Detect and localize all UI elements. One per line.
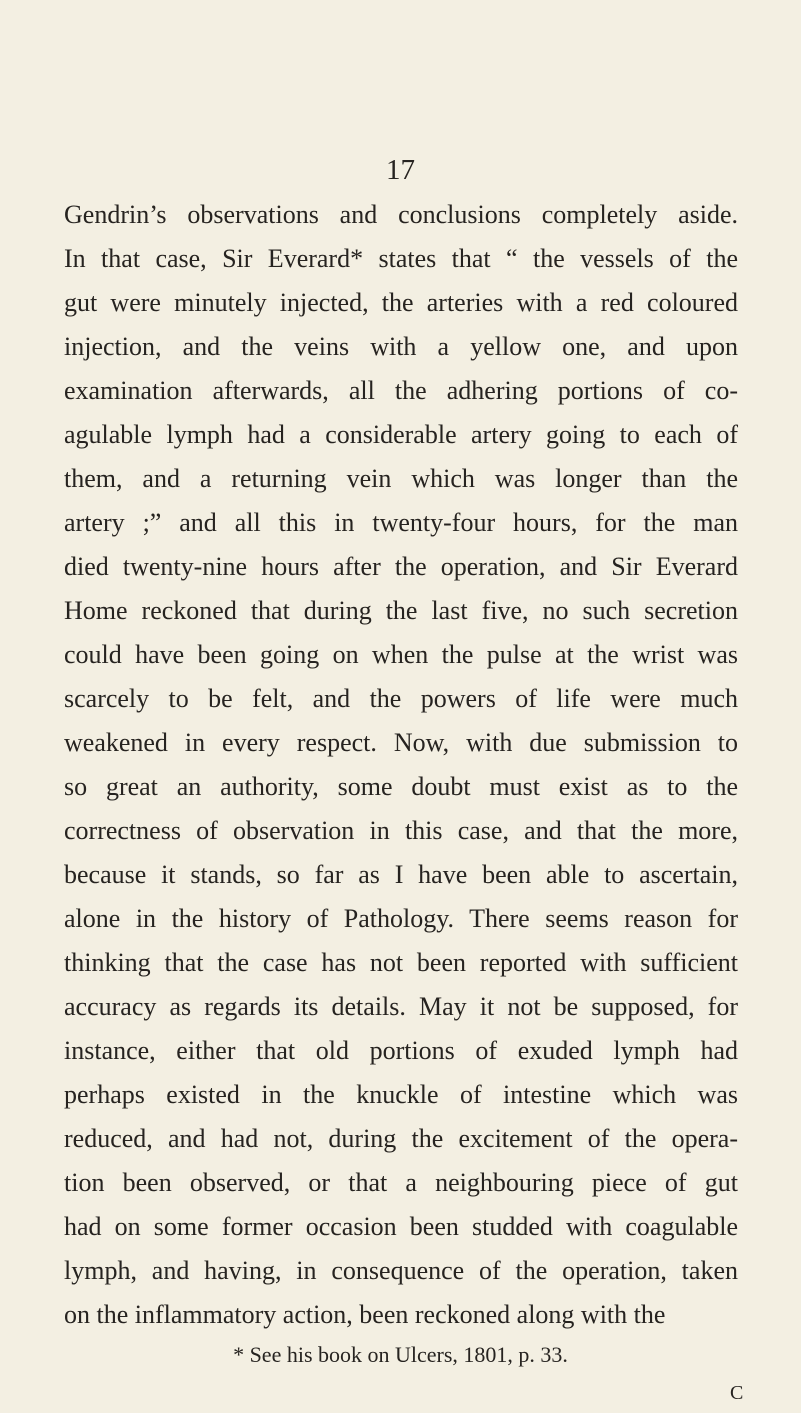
- text-line: artery ;” and all this in twenty-four hours, for the man: [64, 508, 738, 537]
- text-line: perhaps existed in the knuckle of intestine which was: [64, 1080, 738, 1109]
- text-line: gut were minutely injected, the arteries with a red coloured: [64, 288, 738, 317]
- text-line: instance, either that old portions of exuded lymph had: [64, 1036, 738, 1065]
- signature-mark: C: [730, 1382, 744, 1404]
- text-line: reduced, and had not, during the excitement of the opera-: [64, 1124, 738, 1153]
- text-line: on the inflammatory action, been reckoned along with the: [64, 1300, 666, 1329]
- text-line: agulable lymph had a considerable artery going to each of: [64, 420, 738, 449]
- text-line: had on some former occasion been studded with coagulable: [64, 1212, 738, 1241]
- text-line: weakened in every respect. Now, with due submission to: [64, 728, 738, 757]
- footnote: * See his book on Ulcers, 1801, p. 33.: [233, 1342, 568, 1367]
- text-line: injection, and the veins with a yellow one, and upon: [64, 332, 738, 361]
- text-line: tion been observed, or that a neighbouring piece of gut: [64, 1168, 738, 1197]
- text-line: died twenty-nine hours after the operation, and Sir Everard: [64, 552, 738, 581]
- text-line: lymph, and having, in consequence of the operation, taken: [64, 1256, 738, 1285]
- text-line: could have been going on when the pulse at the wrist was: [64, 640, 738, 669]
- text-line: Home reckoned that during the last five, no such secretion: [64, 596, 738, 625]
- page-number: 17: [386, 154, 415, 186]
- text-line: scarcely to be felt, and the powers of life were much: [64, 684, 738, 713]
- text-line: thinking that the case has not been reported with sufficient: [64, 948, 738, 977]
- text-line: correctness of observation in this case, and that the more,: [64, 816, 738, 845]
- text-line: examination afterwards, all the adhering portions of co-: [64, 376, 738, 405]
- text-line: them, and a returning vein which was longer than the: [64, 464, 738, 493]
- text-line: so great an authority, some doubt must exist as to the: [64, 772, 738, 801]
- text-line: accuracy as regards its details. May it not be supposed, for: [64, 992, 738, 1021]
- text-line: because it stands, so far as I have been able to ascertain,: [64, 860, 738, 889]
- text-line: alone in the history of Pathology. There seems reason for: [64, 904, 738, 933]
- text-line: Gendrin’s observations and conclusions completely aside.: [64, 200, 738, 229]
- text-line: In that case, Sir Everard* states that “ the vessels of the: [64, 244, 738, 273]
